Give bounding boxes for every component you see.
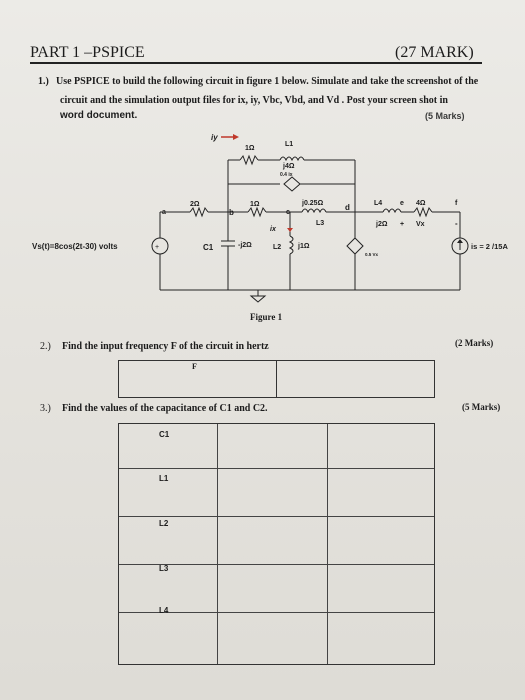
- resistor-top: [240, 156, 258, 164]
- node-f: f: [455, 200, 458, 207]
- r-ef-label: 4Ω: [416, 200, 426, 207]
- q1-line1: Use PSPICE to build the following circuit in figure 1 below. Simulate and take the screenshot of the: [56, 76, 479, 87]
- c1-label: C1: [203, 243, 214, 252]
- q2-text: Find the input frequency F of the circuit in hertz: [62, 341, 269, 352]
- ix-label: ix: [270, 226, 276, 233]
- node-d: d: [345, 203, 350, 212]
- inductor-l4: [383, 209, 401, 212]
- q1-marks: (5 Marks): [425, 111, 465, 121]
- l1-value: j4Ω: [283, 163, 295, 170]
- r-ab-label: 2Ω: [190, 201, 200, 208]
- inductor-l1: [280, 157, 304, 160]
- dependent-voltage-source: [347, 238, 363, 254]
- table-row-divider: [119, 516, 434, 517]
- table-row-label: L4: [159, 606, 169, 615]
- resistor-1ohm: [248, 208, 266, 216]
- vcvs-label: 0.5 Vx: [365, 252, 379, 257]
- q1-line2: circuit and the simulation output files for ix, iy, Vbc, Vbd, and Vd . Post your screen shot in: [60, 95, 448, 106]
- l2-value: j1Ω: [298, 243, 310, 250]
- iy-label: iy: [211, 133, 218, 142]
- vs-plus: +: [155, 244, 160, 251]
- q3-marks: (5 Marks): [462, 402, 501, 412]
- node-a: a: [162, 209, 166, 216]
- circuit-diagram: [0, 0, 525, 320]
- ground-symbol: [251, 296, 265, 302]
- q2-marks: (2 Marks): [455, 338, 494, 348]
- l3-label: L3: [316, 220, 325, 227]
- table-col-divider: [327, 424, 328, 664]
- inductor-l2: [290, 236, 293, 254]
- l1-label: L1: [285, 141, 294, 148]
- node-c: c: [286, 209, 290, 216]
- table-row-label: L1: [159, 474, 169, 483]
- figure-caption: Figure 1: [250, 312, 283, 322]
- l4-value: j2Ω: [376, 221, 388, 228]
- is-label: is = 2 /15A: [471, 242, 508, 251]
- q3-text: Find the values of the capacitance of C1 and C2.: [62, 403, 268, 414]
- c1-value: -j2Ω: [238, 242, 252, 249]
- resistor-4ohm: [414, 208, 432, 216]
- resistor-2ohm: [190, 208, 208, 216]
- vs-label: Vs(t)=8cos(2t-30) volts: [32, 242, 118, 251]
- vx-label: Vx: [416, 221, 425, 228]
- total-marks: (27 MARK): [395, 44, 474, 61]
- node-b: b: [229, 208, 234, 217]
- part-title: PART 1 –PSPICE: [30, 44, 145, 61]
- vx-plus: +: [400, 221, 405, 228]
- node-e: e: [400, 200, 404, 207]
- table-row-label: L2: [159, 519, 169, 528]
- l4-label: L4: [374, 200, 383, 207]
- table-col-divider: [217, 424, 218, 664]
- vx-minus: -: [455, 219, 458, 228]
- table-row-label: C1: [159, 430, 170, 439]
- l2-label: L2: [273, 244, 282, 251]
- q3-number: 3.): [40, 403, 51, 414]
- frequency-table: [118, 360, 435, 398]
- table-row-label: L3: [159, 564, 169, 573]
- inductor-l3: [302, 209, 326, 212]
- dependent-current-source: [284, 177, 300, 191]
- q1-number: 1.): [38, 76, 49, 87]
- r-bc-label: 1Ω: [250, 201, 260, 208]
- r-top-label: 1Ω: [245, 145, 255, 152]
- table-divider: [276, 361, 277, 397]
- q1-line3: word document.: [60, 110, 138, 121]
- capacitance-table: [118, 423, 435, 665]
- frequency-header: F: [192, 362, 197, 371]
- l3-value: j0.25Ω: [302, 200, 324, 207]
- dep-source-label: 0.4 ix: [280, 172, 293, 178]
- table-row-divider: [119, 468, 434, 469]
- q2-number: 2.): [40, 341, 51, 352]
